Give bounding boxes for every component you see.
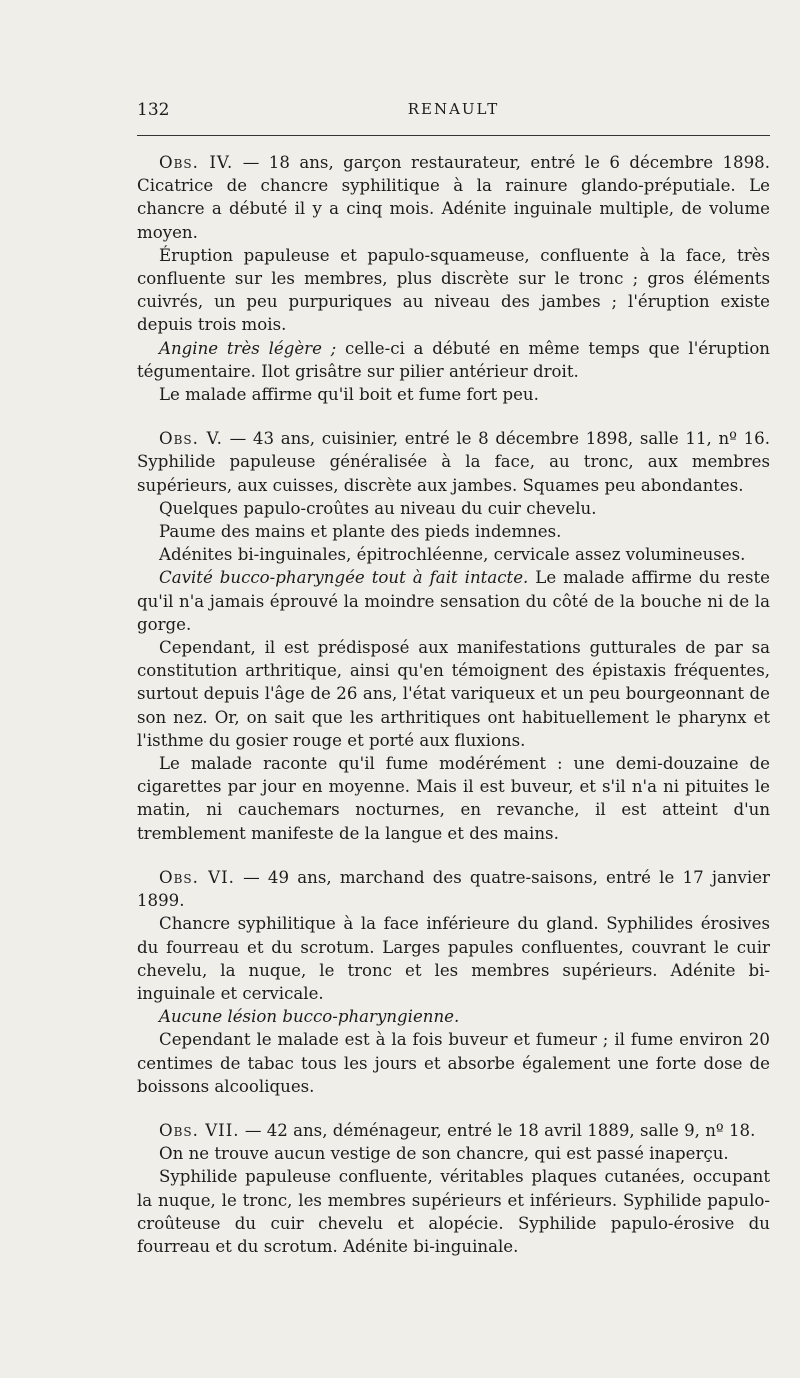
page-header [137,100,770,126]
obs-5-paragraph-4: Adénites bi-inguinales, épitrochléenne, cervicale assez volumineuses. [159,545,746,565]
header-rule [137,135,770,136]
obs-5-paragraph-7: Le malade raconte qu'il fume modérément : une demi-douzaine de cigarettes par jour en moyenne. Mais il est buveur, et s'il n'a ni pituites le matin, ni cauchemars nocturnes, en revanche, il est atteint d'un tremblement manifeste de la langue et des mains. [137,754,770,843]
body-text [137,151,770,1258]
obs-6-paragraph-4: Cependant le malade est à la fois buveur et fumeur ; il fume environ 20 centimes de tabac tous les jours et absorbe également une forte dose de boissons alcooliques. [137,1030,770,1096]
obs-label: Obs. V. [159,429,223,449]
obs-4-paragraph-2: Éruption papuleuse et papulo-squameuse, confluente à la face, très confluente sur les membres, plus discrète sur le tronc ; gros éléments cuivrés, un peu purpuriques au niveau des jambes ; l'éruption existe depuis trois mois. [137,245,770,335]
obs-7-paragraph-2: On ne trouve aucun vestige de son chancre, qui est passé inaperçu. [159,1144,729,1164]
obs-label: Obs. VI. [159,867,235,887]
obs-4-paragraph-3: Angine très légère ; celle-ci a débuté en même temps que l'éruption tégumentaire. Ilot grisâtre sur pilier antérieur droit. [137,338,770,381]
obs-6-paragraph-3: Aucune lésion bucco-pharyngienne. [159,1007,460,1027]
obs-4-paragraph-1: Obs. IV. — 18 ans, garçon restaurateur, entré le 6 décembre 1898. Cicatrice de chancre syphilitique à la rainure glando-préputiale. Le chancre a débuté il y a cinq mois. Adénite inguinale multiple, de volume moyen. [137,153,770,242]
obs-5-paragraph-1: Obs. V. — 43 ans, cuisinier, entré le 8 décembre 1898, salle 11, nº 16. Syphilide papuleuse généralisée à la face, au tronc, aux membres supérieurs, aux cuisses, discrète aux jambes. Squames peu abondantes. [137,429,770,495]
obs-5-paragraph-6: Cependant, il est prédisposé aux manifestations gutturales de par sa constitution arthritique, ainsi qu'en témoignent des épistaxis fréquentes, surtout depuis l'âge de 26 ans, l'état variqueux et un peu bourgeonnant de son nez. Or, on sait que les arthritiques ont habituellement le pharynx et l'isthme du gosier rouge et porté aux fluxions. [137,638,770,750]
obs-5-paragraph-2: Quelques papulo-croûtes au niveau du cuir chevelu. [159,498,597,518]
obs-5-paragraph-3: Paume des mains et plante des pieds indemnes. [159,522,562,542]
obs-label: Obs. IV. [159,153,234,172]
obs-6-paragraph-1: Obs. VI. — 49 ans, marchand des quatre-saisons, entré le 17 janvier 1899. [137,867,770,911]
obs-5-paragraph-5: Cavité bucco-pharyngée tout à fait intacte. Le malade affirme du reste qu'il n'a jamais éprouvé la moindre sensation du côté de la bouche ni de la gorge. [137,568,770,634]
obs-4-paragraph-4: Le malade affirme qu'il boit et fume fort peu. [159,385,539,405]
obs-7-paragraph-3: Syphilide papuleuse confluente, véritables plaques cutanées, occupant la nuque, le tronc, les membres supérieurs et inférieurs. Syphilide papulo-croûteuse du cuir chevelu et alopécie. Syphilide papulo-érosive du fourreau et du scrotum. Adénite bi-inguinale. [137,1167,770,1256]
obs-label: Obs. VII. [159,1120,240,1140]
obs-6-paragraph-2: Chancre syphilitique à la face inférieure du gland. Syphilides érosives du fourreau et du scrotum. Larges papules confluentes, couvrant le cuir chevelu, la nuque, le tronc et les membres supérieurs. Adénite bi-inguinale et cervicale. [137,914,770,1003]
obs-7-paragraph-1: Obs. VII. — 42 ans, déménageur, entré le 18 avril 1889, salle 9, nº 18. [159,1120,756,1140]
page-number: 132 [137,100,170,120]
running-title: RENAULT [407,100,500,118]
